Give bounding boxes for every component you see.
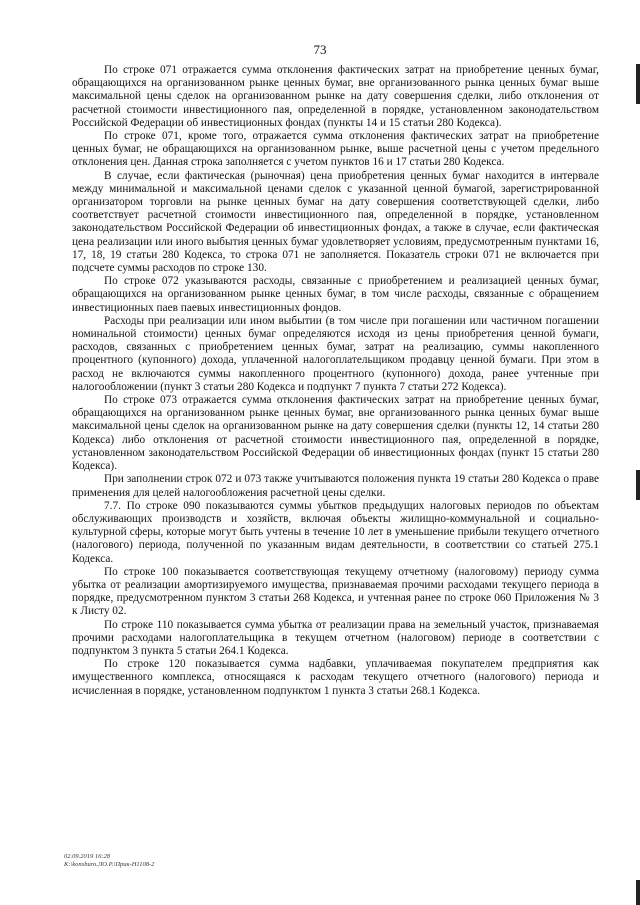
- footer-file-path: К:\konsburo.ЛО.Р.\Прик-Н1108-2: [64, 861, 155, 868]
- paragraph-line-100: По строке 100 показывается соответствующая текущему отчетному (налоговому) периоду сумма убытка от реализации амортизируемого имущества, признаваемая прочими расходами текущего периода в порядке, предусмотренном пунктом 3 статьи 268 Кодекса, и учтенная ранее по строке 060 Приложения № 3 к Листу 02.: [72, 565, 599, 618]
- paragraph-market-price-interval: В случае, если фактическая (рыночная) цена приобретения ценных бумаг находится в интервале между минимальной и максимальной ценами сделок с указанной ценной бумагой, зарегистрированной организатором торговли на рынке ценных бумаг на дату совершения соответствующей сделки, либо соответствует расчетной стоимости инвестиционного пая, определенной в порядке, установленном законодательством Российской Федерации об инвестиционных фондах, а также в случае, если фактическая цена реализации или иного выбытия ценных бумаг удовлетворяет условиям, предусмотренным пунктами 16, 17, 18, 19 статьи 280 Кодекса, то строка 071 не заполняется. Показатель строки 071 не включается при подсчете суммы расходов по строке 130.: [72, 169, 599, 275]
- paragraph-line-073: По строке 073 отражается сумма отклонения фактических затрат на приобретение ценных бумаг, обращающихся на организованном рынке ценных бумаг, вне организованного рынка ценных бумаг выше максимальной цены сделок на организованном рынке на дату совершения сделки (пункты 12, 14 статьи 280 Кодекса) либо отклонения от расчетной стоимости инвестиционного пая, определенной в порядке, установленном законодательством Российской Федерации об инвестиционных фондах (пункт 15 статьи 280 Кодекса).: [72, 394, 599, 473]
- paragraph-disposal-expenses: Расходы при реализации или ином выбытии (в том числе при погашении или частичном погашении номинальной стоимости) ценных бумаг определяются исходя из цены приобретения ценной бумаги, расходов, связанных с приобретением ценных бумаг, затрат на реализацию, суммы накопленного процентного (купонного) дохода, уплаченной налогоплательщиком продавцу ценной бумаги. При этом в расход не включаются суммы накопленного процентного (купонного) дохода, ранее учтенные при налогообложении (пункт 3 статьи 280 Кодекса и подпункт 7 пункта 7 статьи 272 Кодекса).: [72, 314, 599, 393]
- paragraph-line-071-unlisted: По строке 071, кроме того, отражается сумма отклонения фактических затрат на приобретение ценных бумаг, не обращающихся на организованном рынке, выше расчетной цены с учетом предельного отклонения цен. Данная строка заполняется с учетом пунктов 16 и 17 статьи 280 Кодекса.: [72, 130, 599, 169]
- paragraph-line-090: 7.7. По строке 090 показываются суммы убытков предыдущих налоговых периодов по объектам обслуживающих производств и хозяйств, включая объекты жилищно-коммунальной и социально-культурной сферы, которые могут быть учтены в течение 10 лет в уменьшение прибыли текущего отчетного (налогового) периода, полученной по указанным видам деятельности, в соответствии со статьей 275.1 Кодекса.: [72, 499, 599, 565]
- scan-edge-mark: [636, 64, 640, 104]
- paragraph-line-120: По строке 120 показывается сумма надбавки, уплачиваемая покупателем предприятия как имущественного комплекса, относящаяся к расходам текущего отчетного (налогового) периода и исчисленная в порядке, установленном подпунктом 1 пункта 3 статьи 268.1 Кодекса.: [72, 658, 599, 697]
- scan-edge-mark: [636, 470, 640, 500]
- page-number: 73: [313, 42, 327, 57]
- paragraph-line-110: По строке 110 показывается сумма убытка от реализации права на земельный участок, признаваемая прочими расходами налогоплательщика в текущем отчетном (налоговом) периоде в соответствии с подпунктом 3 пункта 5 статьи 264.1 Кодекса.: [72, 618, 599, 657]
- footer-timestamp: 02.09.2019 16:28: [64, 853, 111, 860]
- paragraph-lines-072-073-note: При заполнении строк 072 и 073 также учитываются положения пункта 19 статьи 280 Кодекса о праве применения для целей налогообложения расчетной цены сделки.: [72, 473, 599, 499]
- scan-edge-mark: [636, 880, 640, 905]
- paragraph-line-071-deviation: По строке 071 отражается сумма отклонения фактических затрат на приобретение ценных бумаг, обращающихся на организованном рынке ценных бумаг, вне организованного рынка ценных бумаг выше максимальной цены сделок на организованном рынке на дату совершения сделки, либо отклонения от расчетной стоимости инвестиционного пая, определенной в порядке, установленном законодательством Российской Федерации об инвестиционных фондах (пункты 14 и 15 статьи 280 Кодекса).: [72, 64, 599, 129]
- print-footer: [64, 853, 154, 869]
- document-body: [72, 64, 599, 698]
- paragraph-line-072: По строке 072 указываются расходы, связанные с приобретением и реализацией ценных бумаг, обращающихся на организованном рынке ценных бумаг, в том числе расходы, связанные с обращением инвестиционных паев паевых инвестиционных фондов.: [72, 275, 599, 314]
